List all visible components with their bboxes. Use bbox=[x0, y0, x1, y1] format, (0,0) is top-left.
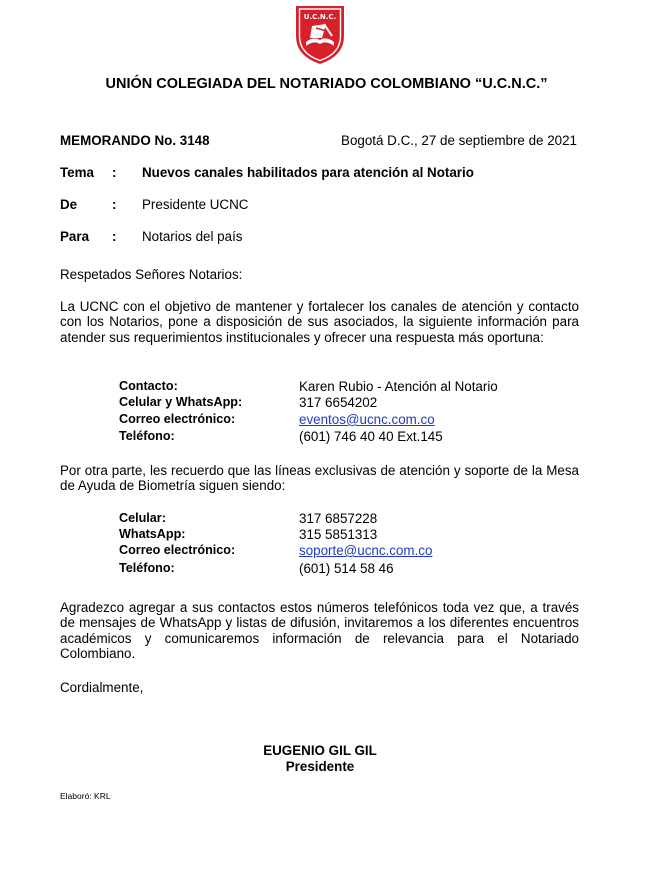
organization-title: UNIÓN COLEGIADA DEL NOTARIADO COLOMBIANO “U.C.N.C.” bbox=[105, 76, 548, 92]
closing: Cordialmente, bbox=[60, 680, 144, 695]
memo-place-date: Bogotá D.C., 27 de septiembre de 2021 bbox=[341, 133, 577, 148]
paragraph-intro: La UCNC con el objetivo de mantener y fortalecer los canales de atención y contacto con los Notarios, pone a disposición de sus asociados, la siguiente información para atender sus requerimientos institucionales y ofrecer una respuesta más oportuna: bbox=[60, 299, 579, 345]
email-label: Correo electrónico: bbox=[119, 412, 236, 426]
mobile-whatsapp-value: 317 6654202 bbox=[299, 395, 378, 410]
biometria-mobile-value: 317 6857228 bbox=[299, 511, 378, 526]
field-tema-label: Tema bbox=[60, 165, 94, 180]
signature-name: EUGENIO GIL GIL bbox=[263, 743, 377, 758]
biometria-phone-value: (601) 514 58 46 bbox=[299, 561, 394, 576]
ucnc-logo bbox=[288, 2, 352, 66]
phone-label: Teléfono: bbox=[119, 429, 175, 443]
biometria-whatsapp-value: 315 5851313 bbox=[299, 527, 378, 542]
email-link-eventos[interactable]: eventos@ucnc.com.co bbox=[299, 412, 435, 427]
prepared-by: Elaboró: KRL bbox=[60, 791, 111, 801]
contact-value: Karen Rubio - Atención al Notario bbox=[299, 379, 498, 394]
paragraph-biometria: Por otra parte, les recuerdo que las líneas exclusivas de atención y soporte de la Mesa de Ayuda de Biometría siguen siendo: bbox=[60, 463, 579, 494]
email-link-soporte[interactable]: soporte@ucnc.com.co bbox=[299, 543, 433, 558]
field-para-sep: : bbox=[112, 229, 117, 244]
mobile-whatsapp-label: Celular y WhatsApp: bbox=[119, 395, 243, 409]
memo-number: MEMORANDO No. 3148 bbox=[60, 133, 210, 148]
greeting: Respetados Señores Notarios: bbox=[60, 267, 243, 282]
field-de-label: De bbox=[60, 197, 78, 212]
field-para-value: Notarios del país bbox=[142, 229, 243, 244]
logo-text: U.C.N.C. bbox=[303, 13, 337, 21]
phone-value: (601) 746 40 40 Ext.145 bbox=[299, 429, 443, 444]
paragraph-closing: Agradezco agregar a sus contactos estos números telefónicos toda vez que, a través de mensajes de WhatsApp y listas de difusión, invitaremos a los diferentes encuentros académicos y comunicaremos información de relevancia para el Notariado Colombiano. bbox=[60, 600, 579, 662]
signature-title: Presidente bbox=[285, 759, 355, 774]
field-de-value: Presidente UCNC bbox=[142, 197, 249, 212]
field-para-label: Para bbox=[60, 229, 90, 244]
field-tema-sep: : bbox=[112, 165, 117, 180]
contact-label: Contacto: bbox=[119, 379, 178, 393]
field-tema-value: Nuevos canales habilitados para atención al Notario bbox=[142, 165, 474, 180]
biometria-phone-label: Teléfono: bbox=[119, 561, 175, 575]
biometria-mobile-label: Celular: bbox=[119, 511, 166, 525]
biometria-email-label: Correo electrónico: bbox=[119, 543, 236, 557]
ucnc-seal-icon bbox=[288, 2, 352, 66]
biometria-whatsapp-label: WhatsApp: bbox=[119, 527, 186, 541]
field-de-sep: : bbox=[112, 197, 117, 212]
